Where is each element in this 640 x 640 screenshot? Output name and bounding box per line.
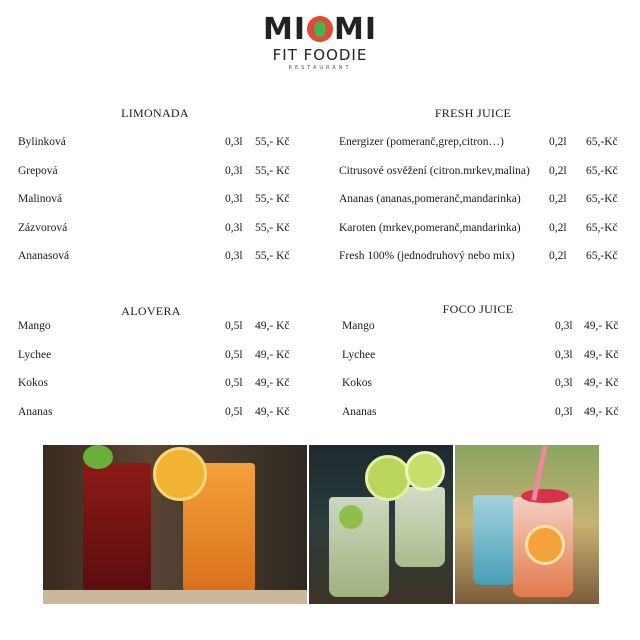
menu-item-name: Mango: [342, 320, 375, 332]
menu-item-size: 0,3l: [555, 348, 573, 361]
menu-item-name: Lychee: [342, 348, 376, 361]
menu-item-price: 49,- Kč: [584, 405, 619, 418]
logo-fruit-icon: [307, 16, 333, 42]
menu-item-size: 0,5l: [225, 377, 243, 389]
menu-item-size: 0,3l: [225, 221, 243, 234]
red-and-orange-juice-photo: [43, 445, 307, 604]
menu-item-size: 0,5l: [225, 348, 243, 361]
section-title-foco-juice: FOCO JUICE: [442, 302, 514, 316]
menu-item-name: Kokos: [18, 377, 49, 389]
menu-item-foco-juice: [0, 318, 640, 334]
menu-item-price: 49,- Kč: [584, 348, 619, 361]
menu-item-price: 65,-Kč: [586, 193, 618, 205]
menu-item-price: 55,- Kč: [255, 193, 290, 205]
menu-item-price: 55,- Kč: [255, 250, 290, 262]
menu-item-name: Bylinková: [18, 136, 66, 148]
fruit-jar-lemonade-photo: [455, 445, 599, 604]
menu-item-fresh-juice: [0, 248, 640, 264]
menu-item-price: 49,- Kč: [255, 320, 290, 332]
menu-item-size: 0,3l: [555, 377, 573, 389]
menu-item-size: 0,2l: [549, 221, 567, 234]
section-title-alovera: ALOVERA: [121, 304, 181, 318]
menu-item-fresh-juice: [0, 163, 640, 179]
menu-item-price: 49,- Kč: [584, 320, 619, 332]
menu-item-size: 0,2l: [549, 164, 567, 177]
menu-item-price: 49,- Kč: [584, 377, 619, 389]
lime-lemonade-photo: [309, 445, 453, 604]
menu-item-name: Lychee: [18, 348, 52, 361]
menu-item-name: Ananas: [342, 405, 377, 418]
menu-item-size: 0,2l: [549, 250, 567, 262]
menu-item-fresh-juice: [0, 220, 640, 236]
menu-item-size: 0,2l: [549, 193, 567, 205]
menu-item-size: 0,3l: [225, 193, 243, 205]
menu-item-foco-juice: [0, 404, 640, 420]
menu-item-price: 49,- Kč: [255, 348, 290, 361]
menu-item-name: Zázvorová: [18, 221, 68, 234]
menu-item-name: Kokos: [342, 377, 373, 389]
restaurant-logo: [258, 14, 382, 78]
menu-item-price: 55,- Kč: [255, 164, 290, 177]
menu-item-size: 0,2l: [549, 136, 567, 148]
menu-item-name: Fresh 100% (jednodruhový nebo mix): [339, 250, 515, 262]
menu-item-price: 49,- Kč: [255, 405, 290, 418]
menu-item-size: 0,3l: [225, 250, 243, 262]
menu-item-name: Ananas: [18, 405, 53, 418]
menu-item-price: 65,-Kč: [586, 221, 618, 234]
menu-item-price: 49,- Kč: [255, 377, 290, 389]
drinks-photo-strip: [43, 445, 599, 604]
menu-item-name: Energizer (pomeranč,grep,citron…): [339, 136, 504, 148]
menu-item-name: Ananasová: [18, 250, 70, 262]
logo-wordmark: MI MI: [262, 12, 378, 47]
menu-item-price: 55,- Kč: [255, 221, 290, 234]
section-title-fresh-juice: FRESH JUICE: [434, 106, 512, 120]
menu-item-price: 55,- Kč: [255, 136, 290, 148]
menu-item-name: Ananas (ananas,pomeranč,mandarinka): [339, 193, 521, 205]
menu-item-name: Karoten (mrkev,pomeranč,mandarinka): [339, 221, 521, 234]
menu-item-size: 0,5l: [225, 405, 243, 418]
section-title-limonada: LIMONADA: [121, 106, 189, 120]
menu-item-price: 65,-Kč: [586, 164, 618, 177]
menu-item-size: 0,3l: [225, 136, 243, 148]
menu-item-price: 65,-Kč: [586, 136, 618, 148]
menu-item-size: 0,3l: [555, 320, 573, 332]
menu-item-name: Citrusové osvěžení (citron.mrkev,malina): [339, 164, 530, 177]
menu-item-foco-juice: [0, 347, 640, 363]
menu-item-size: 0,3l: [555, 405, 573, 418]
menu-item-name: Mango: [18, 320, 51, 332]
menu-item-foco-juice: [0, 375, 640, 391]
menu-item-price: 65,-Kč: [586, 250, 618, 262]
menu-item-name: Grepová: [18, 164, 58, 177]
menu-item-size: 0,5l: [225, 320, 243, 332]
menu-item-fresh-juice: [0, 134, 640, 150]
logo-subtitle: FIT FOODIE: [272, 46, 368, 64]
menu-item-name: Malinová: [18, 193, 63, 205]
menu-item-fresh-juice: [0, 191, 640, 207]
logo-tagline: RESTAURANT: [288, 65, 352, 71]
menu-item-size: 0,3l: [225, 164, 243, 177]
